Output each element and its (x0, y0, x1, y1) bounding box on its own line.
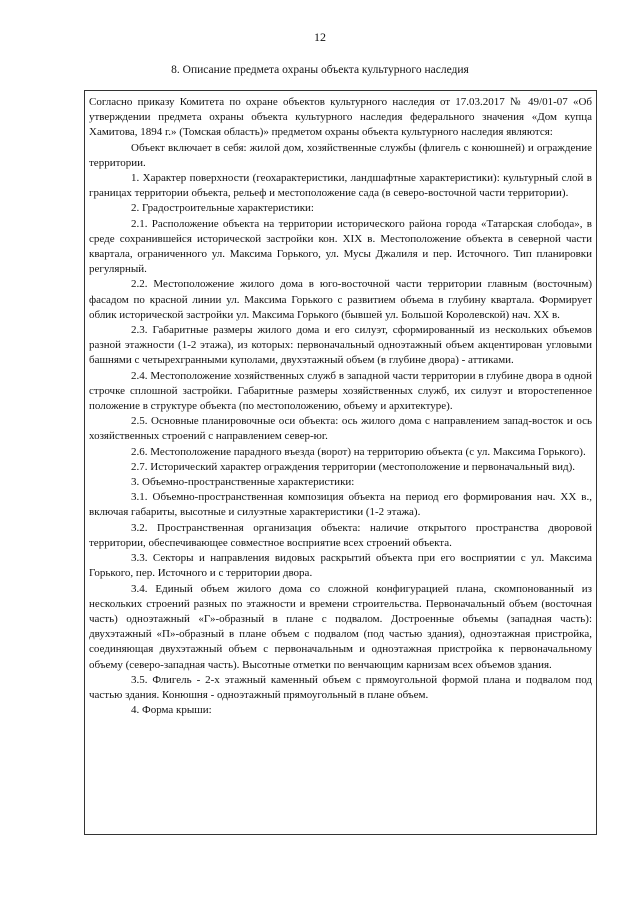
subsection-item: 2.4. Местоположение хозяйственных служб в западной части территории в глубине двора в одной строчке сплошной застройки. Габаритные размеры хозяйственных служб, их силуэт и второстепенное положение в структуре объекта (по местоположению, объему и архитектуре). (89, 369, 592, 413)
section-item: 4. Форма крыши: (131, 704, 212, 717)
subsection-item: 2.1. Расположение объекта на территории исторического района города «Татарская слобода», в среде сохранившейся исторической застройки кон. XIX в. Местоположение объекта в северной части квартала, ограниченного ул. Максима Горького, ул. Мусы Джалиля и пер. Источного. Тип планировки регулярный. (89, 217, 592, 276)
page-number: 12 (314, 30, 326, 44)
subsection-item: 3.4. Единый объем жилого дома со сложной конфигурацией плана, скомпонованный из нескольких строений разных по этажности и времени строительства. Первоначальный объем (восточная часть) одноэтажный «Г»-образный в плане с подвалом. Достроенные объемы (западная часть): двухэтажный «П»-образный в плане объем с подвалом (под частью здания), одноэтажная пристройка, соединяющая двухэтажный объем с первоначальным и одноэтажная пристройка к первоначальному объему (северо-западная часть). Высотные отметки по венчающим карнизам всех объемов здания. (89, 582, 592, 671)
section-item: 3. Объемно-пространственные характеристики: (131, 476, 355, 489)
intro-paragraph: Согласно приказу Комитета по охране объектов культурного наследия от 17.03.2017 № 49/01-07 «Об утверждении предмета охраны объекта культурного наследия федерального значения «Дом купца Хамитова, 1894 г.» (Томская область)» предметом охраны объекта культурного наследия являются: (89, 96, 592, 139)
subsection-item: 2.5. Основные планировочные оси объекта: ось жилого дома с направлением запад-восток и ось хозяйственных строений с направлением север-юг. (89, 415, 592, 443)
subsection-item: 3.5. Флигель - 2-х этажный каменный объем с прямоугольной формой плана и подвалом под частью здания. Конюшня - одноэтажный прямоугольный в плане объем. (89, 673, 592, 701)
section-item: 2. Градостроительные характеристики: (131, 202, 314, 215)
subsection-item: 2.2. Местоположение жилого дома в юго-восточной части территории главным (восточным) фасадом по красной линии ул. Максима Горького с развитием объема в глубину квартала. Формирует облик исторической застройки ул. Максима Горького (бывшей ул. Большой Королевской) нач. XX в. (89, 278, 592, 321)
subsection-item: 2.6. Местоположение парадного въезда (ворот) на территорию объекта (с ул. Максима Горького). (131, 445, 586, 458)
protection-subject-box (84, 90, 597, 835)
subsection-item: 3.2. Пространственная организация объекта: наличие открытого пространства дворовой территории, обеспечивающее совместное восприятие всех строений объекта. (89, 521, 592, 549)
section-item: 1. Характер поверхности (геохарактеристики, ландшафтные характеристики): культурный слой в границах территории объекта, рельеф и местоположение сада (в северо-восточной части территории). (89, 172, 592, 200)
items-list (89, 171, 592, 718)
section-heading: 8. Описание предмета охраны объекта культурного наследия (171, 64, 469, 76)
object-includes-paragraph: Объект включает в себя: жилой дом, хозяйственные службы (флигель с конюшней) и ограждение территории. (89, 141, 592, 169)
subsection-item: 2.7. Исторический характер ограждения территории (местоположение и первоначальный вид). (131, 460, 576, 473)
subsection-item: 3.1. Объемно-пространственная композиция объекта на период его формирования нач. XX в., включая габариты, высотные и силуэтные характеристики (1-2 этажа). (89, 491, 592, 519)
subsection-item: 2.3. Габаритные размеры жилого дома и его силуэт, сформированный из нескольких объемов разной этажности (1-2 этажа), из которых: первоначальный одноэтажный объем акцентирован угловыми башнями с четырехгранными куполами, двухэтажный объем (в глубине двора) - аттиками. (89, 324, 592, 367)
subsection-item: 3.3. Секторы и направления видовых раскрытий объекта при его восприятии с ул. Максима Горького, пер. Источного и с территории двора. (89, 552, 592, 580)
